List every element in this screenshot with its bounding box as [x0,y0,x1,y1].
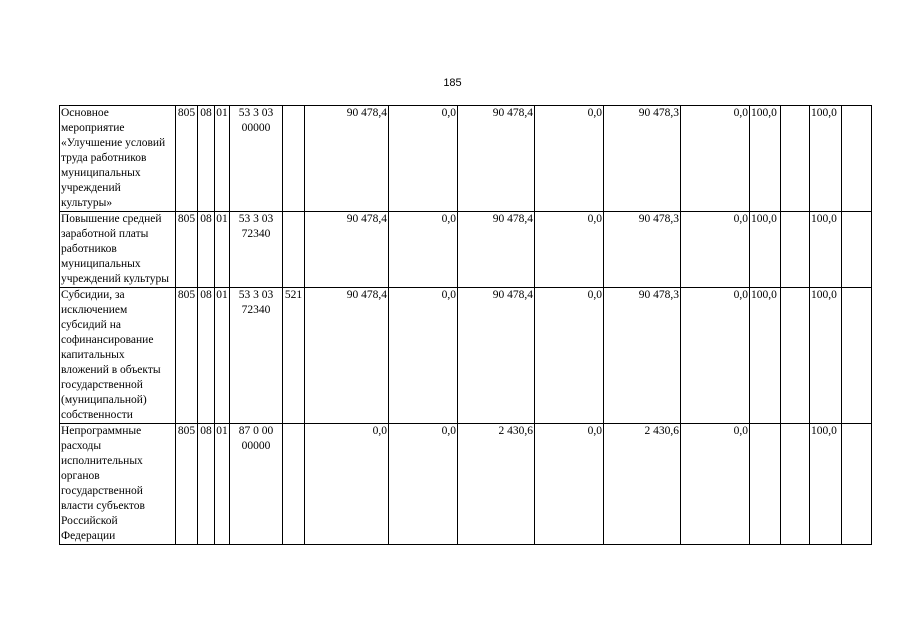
section-code-cell: 08 [198,424,215,545]
amount-cell-1: 0,0 [305,424,389,545]
percent-cell-1: 100,0 [750,288,781,424]
subsection-code-cell: 01 [215,212,230,288]
amount-cell-3: 90 478,4 [458,106,535,212]
expense-kind-cell [283,424,305,545]
expense-kind-cell: 521 [283,288,305,424]
row-name-cell: Основное мероприятие «Улучшение условий труда работников муниципальных учреждений культуры» [60,106,176,212]
percent-cell-3: 100,0 [810,288,842,424]
subsection-code-cell: 01 [215,288,230,424]
expense-kind-cell [283,212,305,288]
percent-cell-4 [842,106,872,212]
amount-cell-3: 90 478,4 [458,212,535,288]
target-article-cell: 53 3 03 00000 [230,106,283,212]
target-article-cell: 53 3 03 72340 [230,288,283,424]
amount-cell-2: 0,0 [389,288,458,424]
amount-cell-2: 0,0 [389,106,458,212]
amount-cell-4: 0,0 [535,106,604,212]
target-article-cell: 53 3 03 72340 [230,212,283,288]
subsection-code-cell: 01 [215,424,230,545]
percent-cell-1: 100,0 [750,212,781,288]
percent-cell-4 [842,212,872,288]
budget-table [59,105,872,545]
amount-cell-2: 0,0 [389,212,458,288]
amount-cell-5: 90 478,3 [604,106,681,212]
amount-cell-5: 90 478,3 [604,288,681,424]
percent-cell-2 [781,106,810,212]
percent-cell-2 [781,424,810,545]
table-row [60,106,872,212]
expense-kind-cell [283,106,305,212]
percent-cell-1: 100,0 [750,106,781,212]
percent-cell-1 [750,424,781,545]
percent-cell-2 [781,212,810,288]
row-name-cell: Непрограммные расходы исполнительных органов государственной власти субъектов Российской Федерации [60,424,176,545]
amount-cell-5: 2 430,6 [604,424,681,545]
amount-cell-4: 0,0 [535,288,604,424]
percent-cell-3: 100,0 [810,424,842,545]
amount-cell-4: 0,0 [535,424,604,545]
ministry-code-cell: 805 [176,106,198,212]
table-row [60,424,872,545]
amount-cell-6: 0,0 [681,212,750,288]
amount-cell-1: 90 478,4 [305,288,389,424]
amount-cell-3: 90 478,4 [458,288,535,424]
section-code-cell: 08 [198,106,215,212]
percent-cell-3: 100,0 [810,106,842,212]
page-number: 185 [443,77,462,89]
ministry-code-cell: 805 [176,424,198,545]
table-row [60,288,872,424]
table-row [60,212,872,288]
amount-cell-2: 0,0 [389,424,458,545]
percent-cell-3: 100,0 [810,212,842,288]
row-name-cell: Субсидии, за исключением субсидий на софинансирование капитальных вложений в объекты государственной (муниципальной) собственности [60,288,176,424]
amount-cell-6: 0,0 [681,106,750,212]
row-name-cell: Повышение средней заработной платы работников муниципальных учреждений культуры [60,212,176,288]
amount-cell-1: 90 478,4 [305,212,389,288]
amount-cell-6: 0,0 [681,424,750,545]
percent-cell-4 [842,288,872,424]
amount-cell-5: 90 478,3 [604,212,681,288]
amount-cell-6: 0,0 [681,288,750,424]
target-article-cell: 87 0 00 00000 [230,424,283,545]
percent-cell-4 [842,424,872,545]
amount-cell-1: 90 478,4 [305,106,389,212]
section-code-cell: 08 [198,288,215,424]
amount-cell-3: 2 430,6 [458,424,535,545]
percent-cell-2 [781,288,810,424]
ministry-code-cell: 805 [176,288,198,424]
amount-cell-4: 0,0 [535,212,604,288]
subsection-code-cell: 01 [215,106,230,212]
section-code-cell: 08 [198,212,215,288]
ministry-code-cell: 805 [176,212,198,288]
